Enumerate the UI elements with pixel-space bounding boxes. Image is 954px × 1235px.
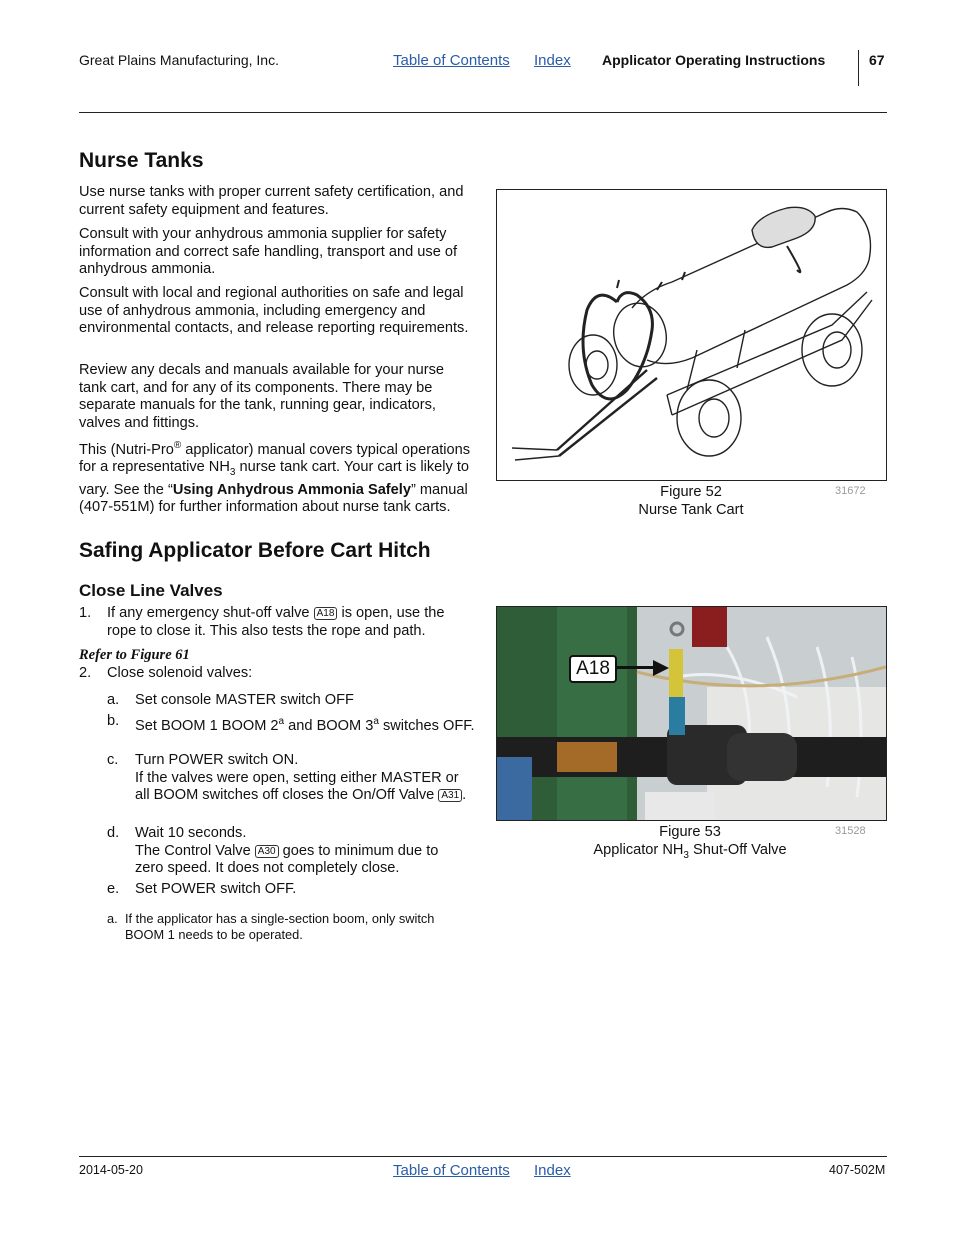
nurse-paragraph-2: Consult with your anhydrous ammonia supplier for safety information and correct safe handling, transport and use of anhydrous ammonia. xyxy=(79,226,458,277)
callout-arrow-line xyxy=(615,666,655,669)
header-rule xyxy=(79,112,887,113)
step-2d: d. Wait 10 seconds. The Control Valve A30 goes to minimum due to zero speed. It does not completely close. xyxy=(107,825,439,876)
figure-52-code: 31672 xyxy=(835,485,866,497)
step-1: 1. If any emergency shut-off valve A18 is open, use the rope to close it. This also tests the rope and path. xyxy=(79,605,445,639)
page-number: 67 xyxy=(869,52,885,68)
nurse-paragraph-3: Consult with local and regional authorities on safe and legal use of anhydrous ammonia, including emergency and environmental contacts, and release reporting requirements. xyxy=(79,285,469,336)
close-line-valves-heading: Close Line Valves xyxy=(79,581,223,600)
footer-date: 2014-05-20 xyxy=(79,1163,143,1177)
header-divider xyxy=(858,50,859,86)
section-title: Applicator Operating Instructions xyxy=(602,52,826,68)
step-2: 2. Close solenoid valves: xyxy=(79,665,253,681)
index-link[interactable]: Index xyxy=(534,52,571,69)
step-2a: a. Set console MASTER switch OFF xyxy=(107,692,354,708)
shut-off-valve-photo xyxy=(496,606,887,821)
nurse-paragraph-5: This (Nutri-Pro® applicator) manual covers typical operations for a representative $NH_3$ nurse tank cart. Your cart is likely to vary. See the “Using Anhydrous Ammonia Safely” manual (407-551M) for further information about nurse tank carts. xyxy=(79,440,471,516)
safing-heading: Safing Applicator Before Cart Hitch xyxy=(79,539,431,562)
figure-52-title: Nurse Tank Cart xyxy=(638,501,744,518)
nurse-tank-cart-illustration xyxy=(497,190,886,480)
callout-arrow-head xyxy=(653,660,669,676)
a30-reference: A30 xyxy=(255,845,279,858)
shut-off-valve-illustration xyxy=(497,607,886,820)
company-name: Great Plains Manufacturing, Inc. xyxy=(79,52,279,68)
nurse-paragraph-1: Use nurse tanks with proper current safety certification, and current safety equipment and features. xyxy=(79,184,464,218)
a18-reference: A18 xyxy=(314,607,338,620)
figure-53-caption xyxy=(580,824,800,864)
nurse-paragraph-4: Review any decals and manuals available for your nurse tank cart, and for any of its components. There may be separate manuals for the tank, running gear, indicators, valves and fittings. xyxy=(79,362,445,431)
table-of-contents-link[interactable]: Table of Contents xyxy=(393,52,510,69)
nurse-tank-cart-figure xyxy=(496,189,887,481)
figure-53-title: Applicator $NH_3$ Shut-Off Valve xyxy=(593,841,787,861)
footer-index-link[interactable]: Index xyxy=(534,1162,571,1179)
nurse-tanks-heading: Nurse Tanks xyxy=(79,149,204,172)
figure-52-caption xyxy=(626,484,756,519)
footer-rule xyxy=(79,1156,887,1157)
a31-reference: A31 xyxy=(438,789,462,802)
step-2e: e. Set POWER switch OFF. xyxy=(107,881,297,897)
figure-53-code: 31528 xyxy=(835,825,866,837)
manual-title: Using Anhydrous Ammonia Safely xyxy=(172,481,411,498)
step-2c: c. Turn POWER switch ON. If the valves were open, setting either MASTER or all BOOM switches off closes the On/Off Valve A31 . xyxy=(107,752,467,803)
footer-table-of-contents-link[interactable]: Table of Contents xyxy=(393,1162,510,1179)
refer-to-figure: Refer to Figure 61 xyxy=(79,647,190,663)
step-2b: b. Set BOOM 1 BOOM 2$^a$ and BOOM 3$^a$ switches OFF. xyxy=(107,713,475,734)
figure-53-number: Figure 53 xyxy=(659,824,721,840)
figure-52-number: Figure 52 xyxy=(660,484,722,500)
a18-callout: A18 xyxy=(569,655,617,683)
document-number: 407-502M xyxy=(829,1163,886,1177)
